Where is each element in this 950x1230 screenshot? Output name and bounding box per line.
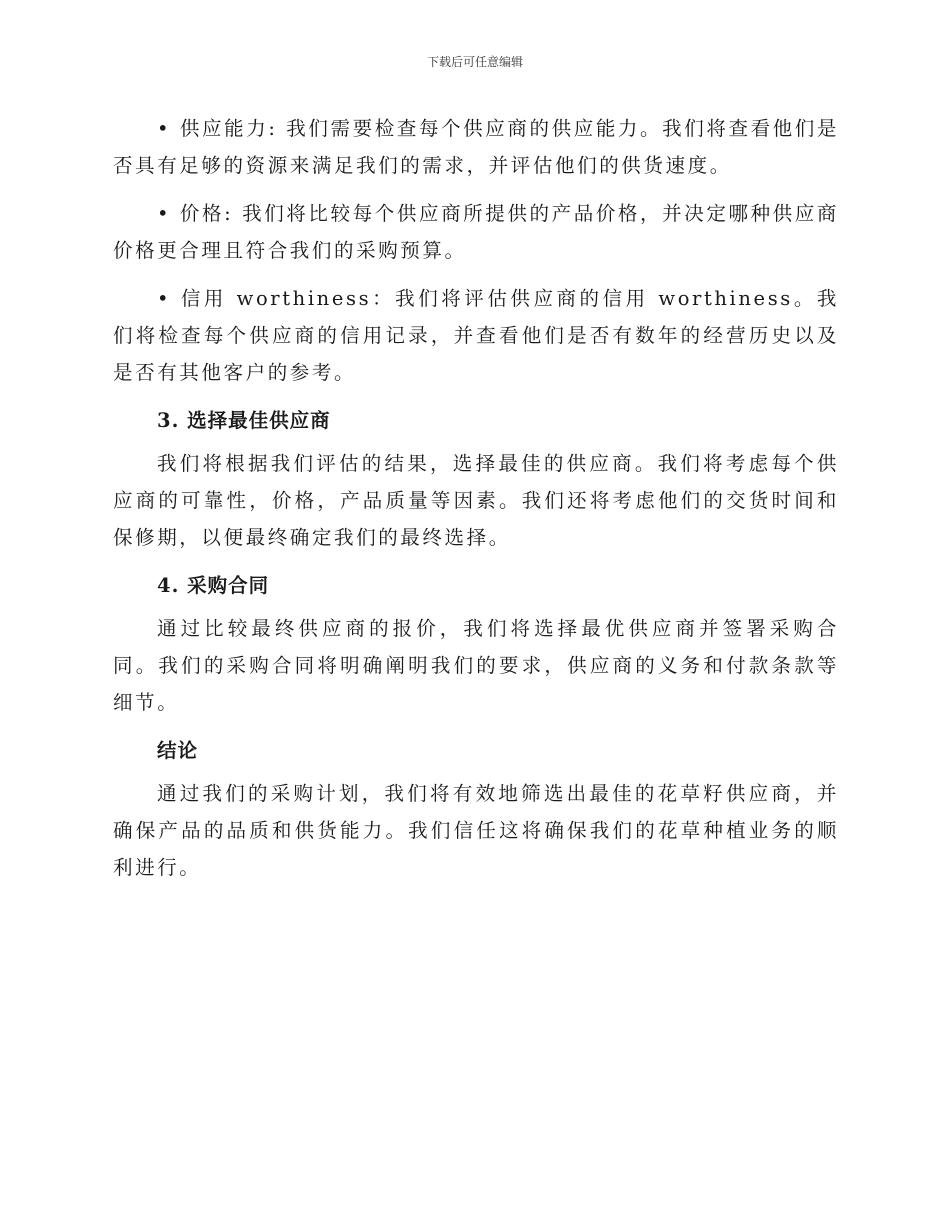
heading-select-best-supplier: 3. 选择最佳供应商 bbox=[157, 409, 331, 432]
paragraph-price: • 价格: 我们将比较每个供应商所提供的产品价格，并决定哪种供应商价格更合理且符合我们的采购预算。 bbox=[113, 202, 839, 262]
heading-conclusion: 结论 bbox=[157, 739, 199, 762]
document-body bbox=[113, 110, 839, 897]
paragraph-select-best-supplier: 我们将根据我们评估的结果，选择最佳的供应商。我们将考虑每个供应商的可靠性，价格，产品质量等因素。我们还将考虑他们的交货时间和保修期，以便最终确定我们的最终选择。 bbox=[113, 452, 839, 549]
paragraph-conclusion: 通过我们的采购计划，我们将有效地筛选出最佳的花草籽供应商，并确保产品的品质和供货能力。我们信任这将确保我们的花草种植业务的顺利进行。 bbox=[113, 782, 839, 879]
paragraph-purchase-contract: 通过比较最终供应商的报价，我们将选择最优供应商并签署采购合同。我们的采购合同将明确阐明我们的要求，供应商的义务和付款条款等细节。 bbox=[113, 617, 839, 714]
heading-purchase-contract: 4. 采购合同 bbox=[157, 574, 270, 597]
paragraph-supply-capacity: • 供应能力: 我们需要检查每个供应商的供应能力。我们将查看他们是否具有足够的资源来满足我们的需求，并评估他们的供货速度。 bbox=[113, 117, 839, 177]
paragraph-credit: • 信用 worthiness：我们将评估供应商的信用 worthiness。我们将检查每个供应商的信用记录，并查看他们是否有数年的经营历史以及是否有其他客户的参考。 bbox=[113, 287, 839, 384]
page-header: 下载后可任意编辑 bbox=[426, 55, 523, 69]
